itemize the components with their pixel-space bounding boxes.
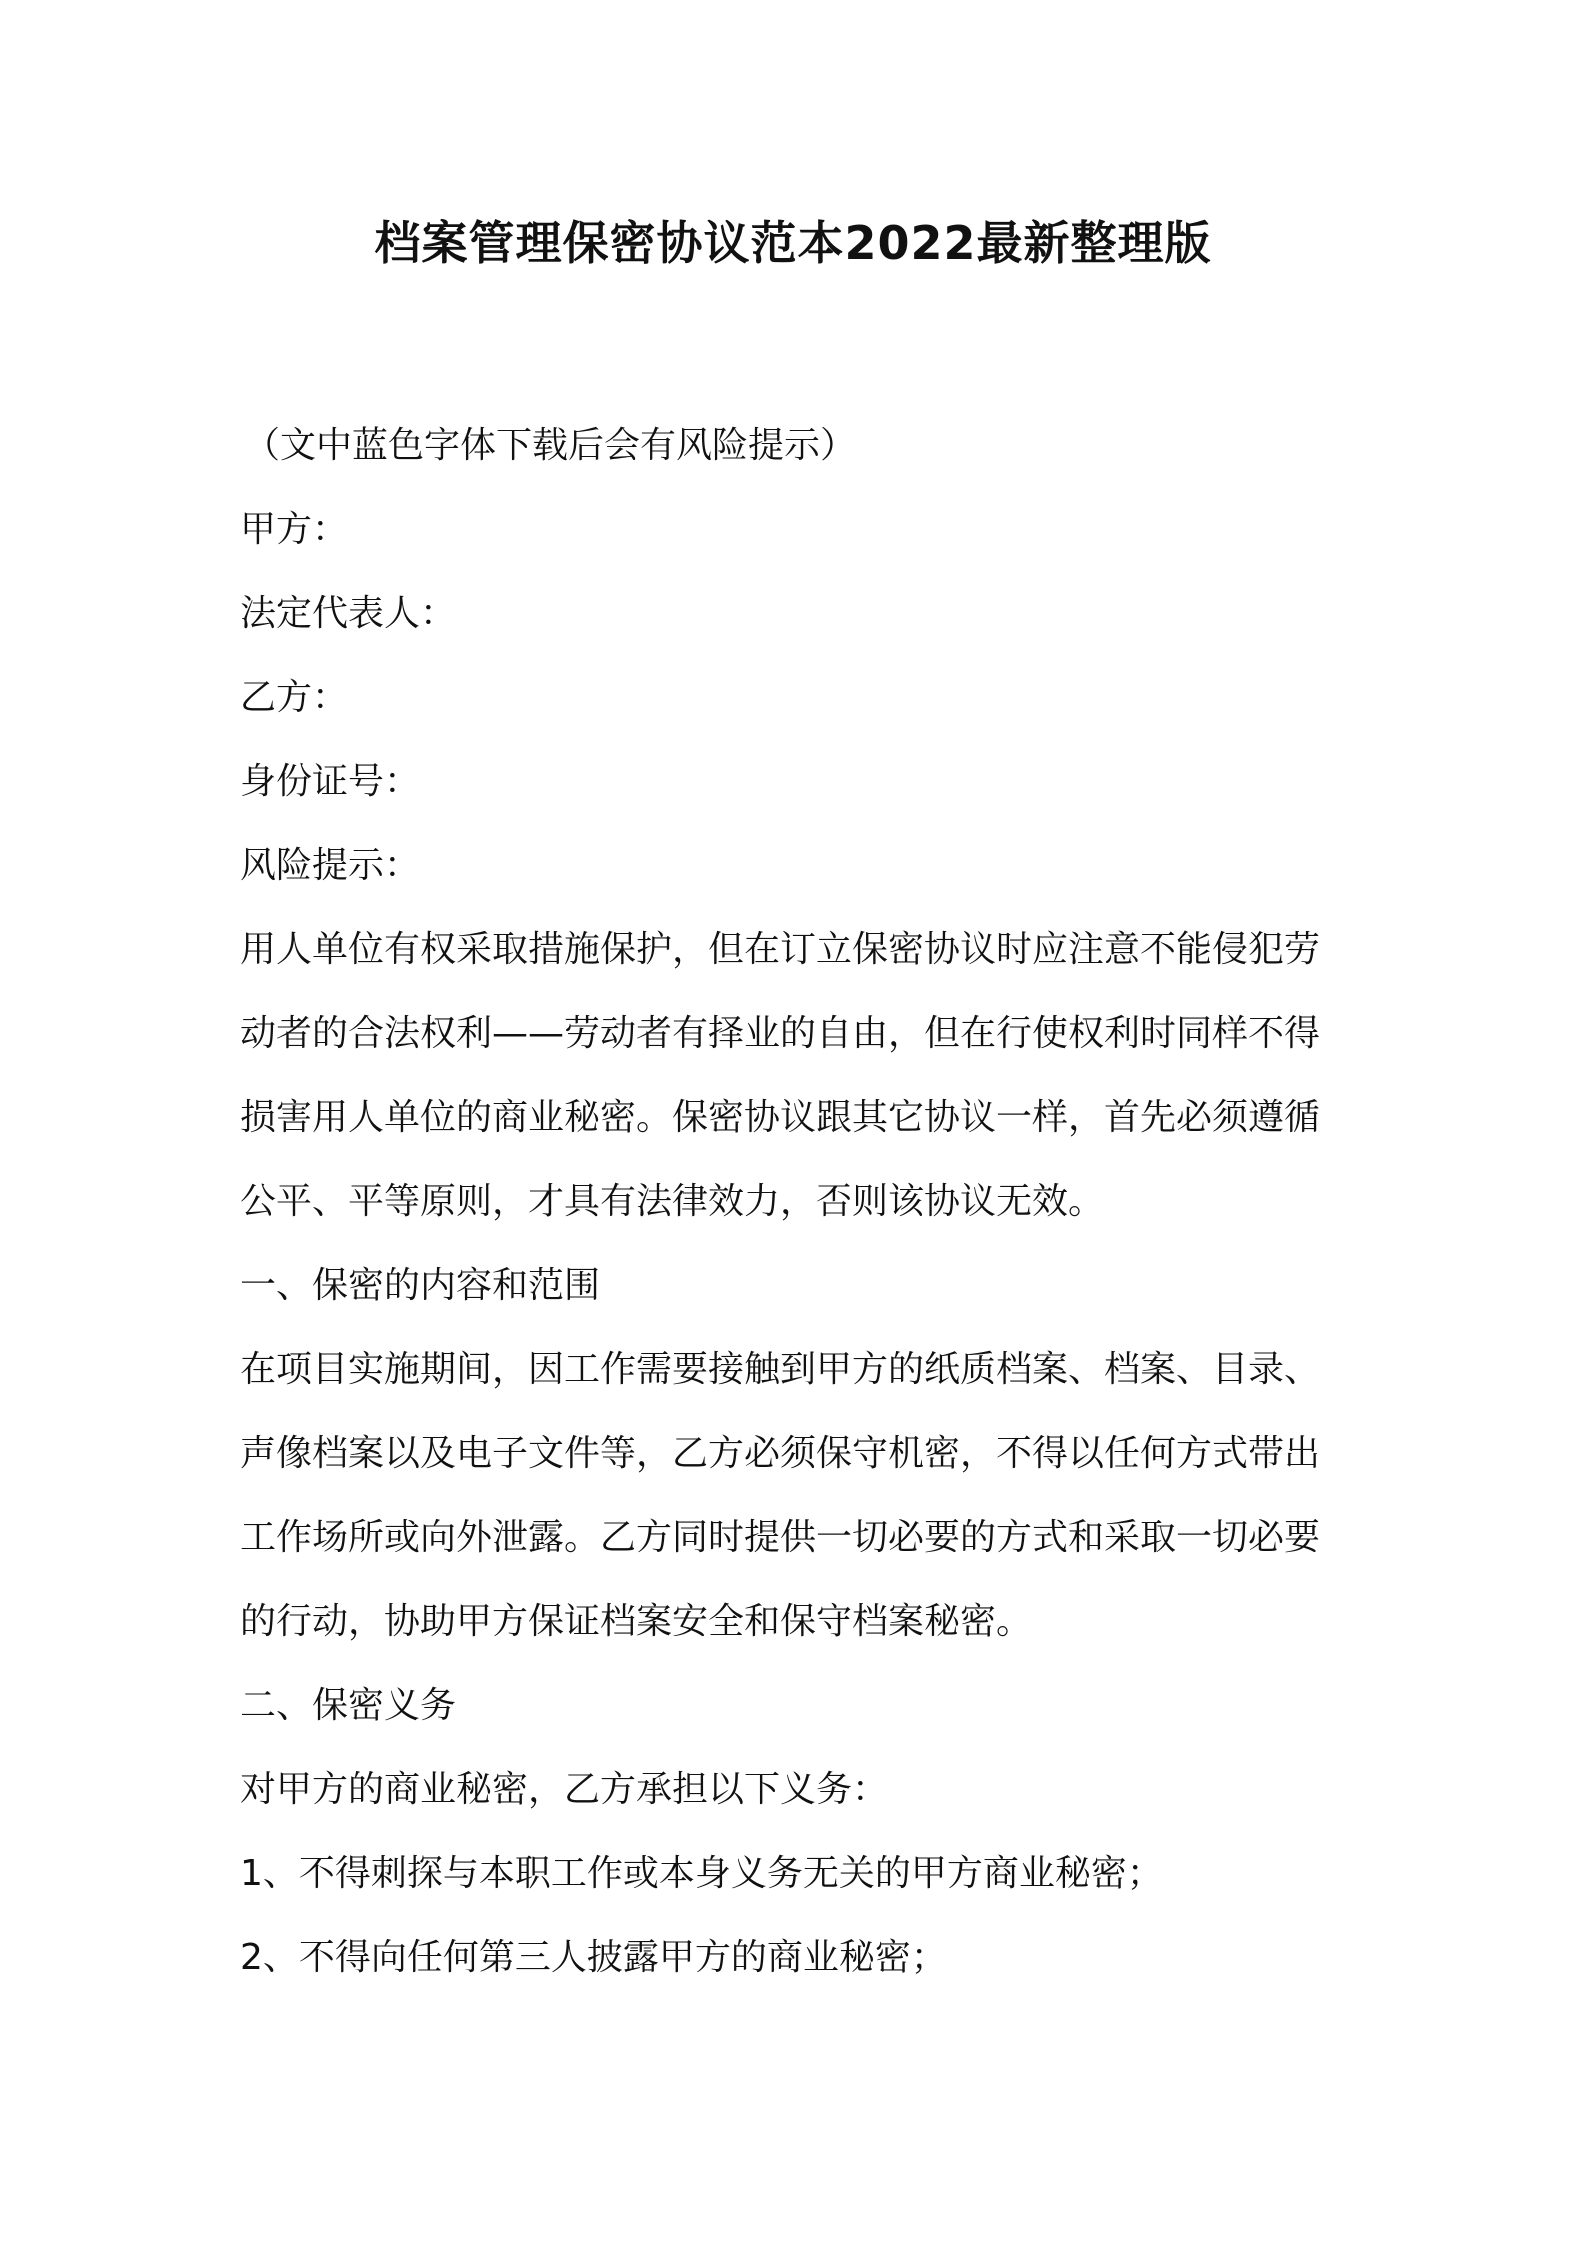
risk-notice-line-4: 公平、平等原则，才具有法律效力，否则该协议无效。 (240, 1181, 1105, 1222)
section-2-item-1: 1、不得刺探与本职工作或本身义务无关的甲方商业秘密； (240, 1853, 1163, 1894)
risk-notice-heading: 风险提示： (240, 845, 421, 886)
section-2-intro: 对甲方的商业秘密，乙方承担以下义务： (240, 1769, 889, 1810)
id-number-label: 身份证号： (240, 761, 421, 802)
risk-notice-line-3: 损害用人单位的商业秘密。保密协议跟其它协议一样，首先必须遵循 (240, 1097, 1321, 1138)
legal-representative-label: 法定代表人： (240, 593, 457, 634)
section-1-heading: 一、保密的内容和范围 (240, 1265, 601, 1306)
document-title: 档案管理保密协议范本2022最新整理版 (374, 216, 1212, 270)
section-1-line-1: 在项目实施期间，因工作需要接触到甲方的纸质档案、档案、目录、 (240, 1349, 1321, 1390)
section-2-heading: 二、保密义务 (240, 1685, 457, 1726)
section-1-line-2: 声像档案以及电子文件等，乙方必须保守机密，不得以任何方式带出 (240, 1433, 1321, 1474)
party-b-label: 乙方： (240, 677, 349, 718)
risk-notice-line-2: 动者的合法权利——劳动者有择业的自由，但在行使权利时同样不得 (240, 1013, 1321, 1054)
party-a-label: 甲方： (240, 509, 349, 550)
document-body (240, 404, 1360, 2000)
section-2-item-2: 2、不得向任何第三人披露甲方的商业秘密； (240, 1937, 947, 1978)
blue-font-note: （文中蓝色字体下载后会有风险提示） (244, 425, 857, 466)
risk-notice-line-1: 用人单位有权采取措施保护，但在订立保密协议时应注意不能侵犯劳 (240, 929, 1321, 970)
section-1-line-4: 的行动，协助甲方保证档案安全和保守档案秘密。 (240, 1601, 1033, 1642)
section-1-line-3: 工作场所或向外泄露。乙方同时提供一切必要的方式和采取一切必要 (240, 1517, 1321, 1558)
